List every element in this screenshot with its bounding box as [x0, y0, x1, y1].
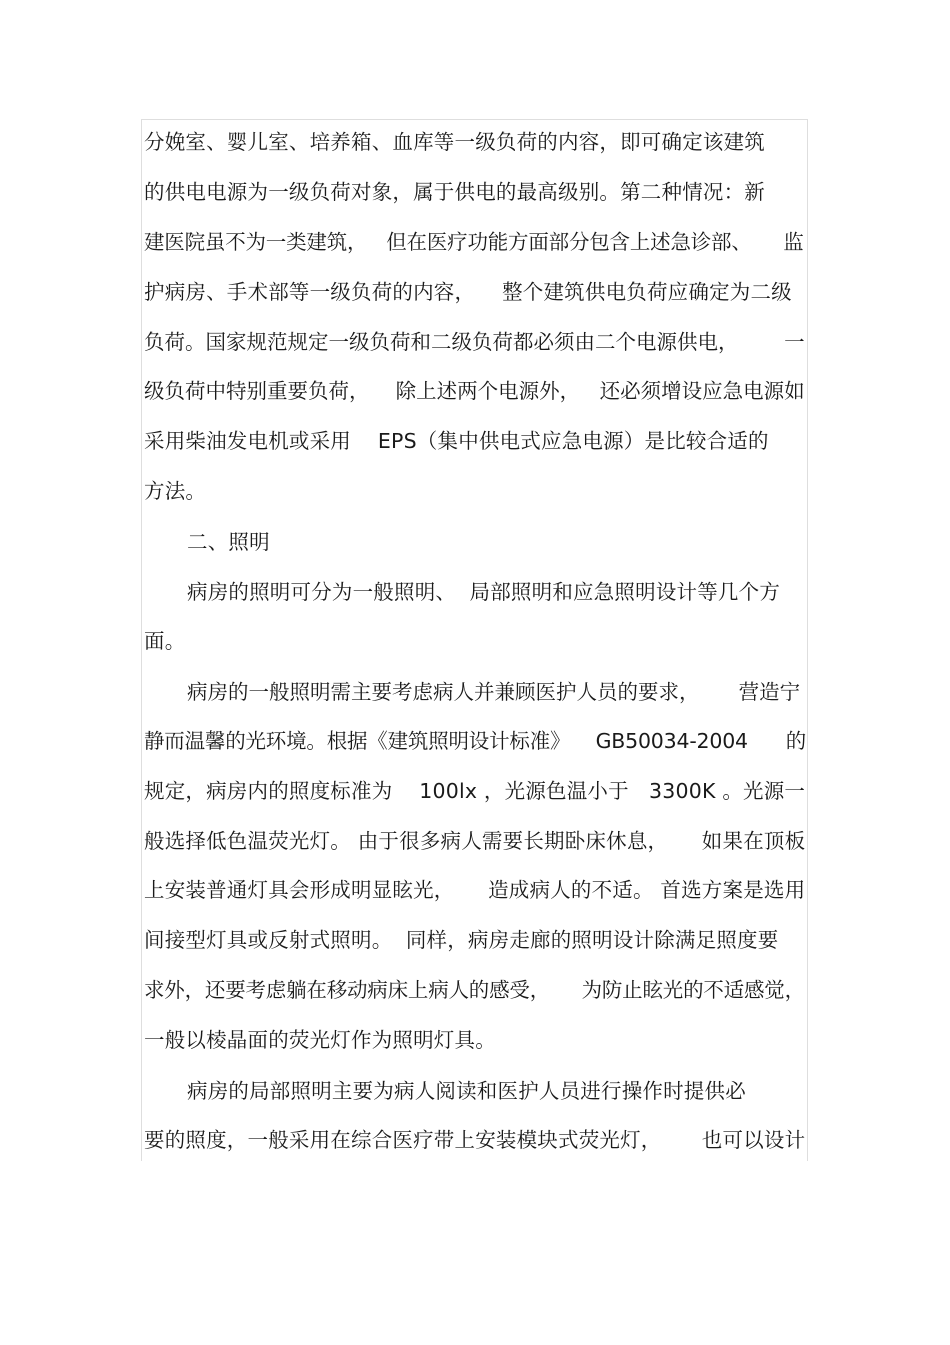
text-line: 负荷。国家规范规定一级负荷和二级负荷都必须由二个电源供电， 一: [144, 330, 805, 354]
text-line: 病房的局部照明主要为病人阅读和医护人员进行操作时提供必: [187, 1079, 746, 1103]
text-line: 级负荷中特别重要负荷， 除上述两个电源外， 还必须增设应急电源如: [144, 379, 805, 403]
text-line: 病房的照明可分为一般照明、 局部照明和应急照明设计等几个方: [187, 580, 781, 604]
section-heading: 二、照明: [187, 530, 270, 554]
text-line: 采用柴油发电机或采用 EPS（集中供电式应急电源）是比较合适的: [144, 429, 769, 453]
text-line: 间接型灯具或反射式照明。 同样，病房走廊的照明设计除满足照度要: [144, 928, 779, 952]
text-line: 分娩室、婴儿室、培养箱、血库等一级负荷的内容，即可确定该建筑: [144, 130, 765, 154]
text-line: 护病房、手术部等一级负荷的内容， 整个建筑供电负荷应确定为二级: [144, 280, 792, 304]
text-line: 规定，病房内的照度标准为 100lx ，光源色温小于 3300K 。光源一: [144, 779, 806, 803]
text-line: 求外，还要考虑躺在移动病床上病人的感受， 为防止眩光的不适感觉，: [144, 978, 805, 1002]
text-line: 面。: [144, 629, 186, 653]
text-line: 的供电电源为一级负荷对象，属于供电的最高级别。第二种情况：新: [144, 180, 765, 204]
text-line: 一般以棱晶面的荧光灯作为照明灯具。: [144, 1028, 496, 1052]
text-line: 病房的一般照明需主要考虑病人并兼顾医护人员的要求， 营造宁: [187, 680, 801, 704]
text-line: 静而温馨的光环境。根据《建筑照明设计标准》 GB50034-2004 的: [144, 729, 807, 753]
text-line: 方法。: [144, 479, 207, 503]
text-line: 般选择低色温荧光灯。 由于很多病人需要长期卧床休息， 如果在顶板: [144, 829, 806, 853]
text-line: 上安装普通灯具会形成明显眩光， 造成病人的不适。 首选方案是选用: [144, 878, 806, 902]
text-line: 要的照度，一般采用在综合医疗带上安装模块式荧光灯， 也可以设计: [144, 1128, 806, 1152]
text-line: 建医院虽不为一类建筑， 但在医疗功能方面部分包含上述急诊部、 监: [144, 230, 804, 254]
